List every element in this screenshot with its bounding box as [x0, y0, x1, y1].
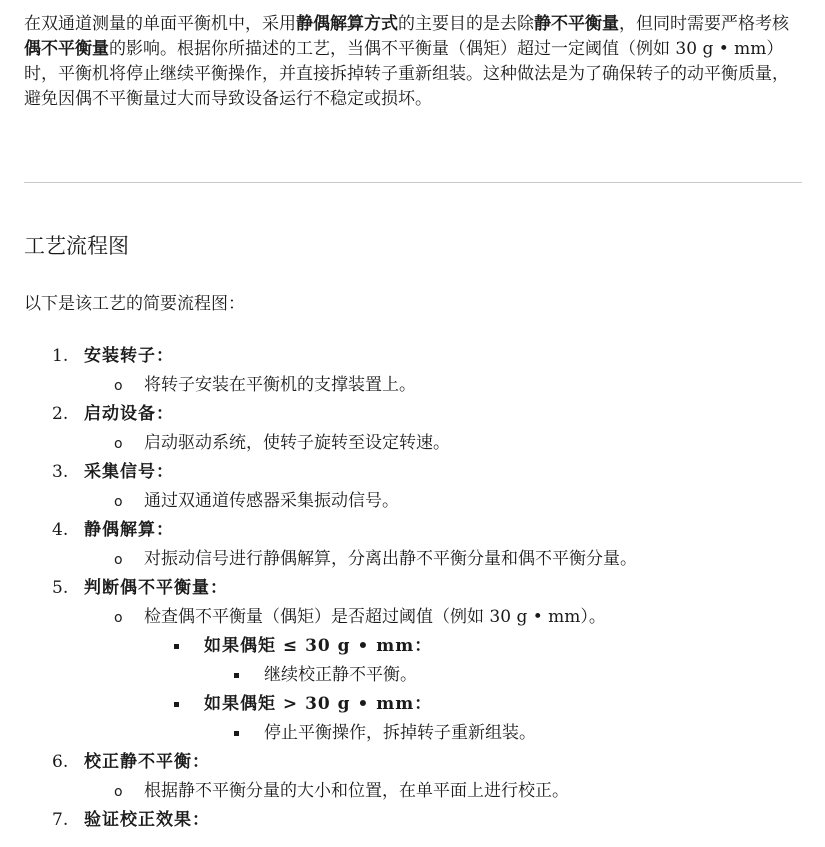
- step-number: 2.: [52, 404, 69, 424]
- square-bullet-icon: [234, 673, 239, 678]
- step-number: 5.: [52, 578, 69, 598]
- step-detail: 检查偶不平衡量（偶矩）是否超过阈值（例如 30 g • mm）。: [144, 607, 606, 627]
- process-steps-list: [24, 342, 802, 835]
- intro-text-2: 的主要目的是去除: [398, 14, 534, 34]
- square-bullet-icon: [234, 731, 239, 736]
- circle-bullet-icon: o: [114, 436, 123, 452]
- step-item: [24, 342, 802, 400]
- step-item: [24, 806, 802, 835]
- step-title: 静偶解算：: [84, 520, 174, 540]
- action-continue: 继续校正静不平衡。: [264, 665, 417, 685]
- step-item: [24, 574, 802, 748]
- intro-text-4: 的影响。根据你所描述的工艺，当偶不平衡量（偶矩）超过一定阈值（例如 30 g • mm）时，平衡机将停止继续平衡操作，并直接拆掉转子重新组装。这种做法是为了确保转子的动平衡质量，避免因偶不平衡量过大而导致设备运行不稳定或损坏。: [24, 39, 789, 109]
- step-title: 判断偶不平衡量：: [84, 578, 228, 598]
- step-detail: 通过双通道传感器采集振动信号。: [144, 491, 399, 511]
- intro-bold-2: 静不平衡量: [534, 14, 619, 34]
- step-title: 采集信号：: [84, 462, 174, 482]
- condition-gt-threshold: 如果偶矩 > 30 g • mm：: [204, 694, 433, 714]
- step-number: 4.: [52, 520, 69, 540]
- action-stop: 停止平衡操作，拆掉转子重新组装。: [264, 723, 536, 743]
- circle-bullet-icon: o: [114, 784, 123, 800]
- step-title: 启动设备：: [84, 404, 174, 424]
- intro-bold-1: 静偶解算方式: [296, 14, 398, 34]
- circle-bullet-icon: o: [114, 378, 123, 394]
- document-page: [24, 12, 802, 830]
- intro-bold-3: 偶不平衡量: [24, 39, 109, 59]
- step-item: [24, 400, 802, 458]
- step-number: 6.: [52, 752, 69, 772]
- step-item: [24, 516, 802, 574]
- step-number: 3.: [52, 462, 69, 482]
- section-lead: 以下是该工艺的简要流程图：: [24, 294, 245, 314]
- intro-paragraph: [24, 12, 802, 112]
- circle-bullet-icon: o: [114, 552, 123, 568]
- step-detail: 启动驱动系统，使转子旋转至设定转速。: [144, 433, 450, 453]
- section-heading: 工艺流程图: [24, 234, 129, 258]
- section-divider: [24, 182, 802, 183]
- step-number: 7.: [52, 810, 69, 830]
- square-bullet-icon: [174, 702, 179, 707]
- step-item: [24, 458, 802, 516]
- step-item: [24, 748, 802, 806]
- step-detail: 对振动信号进行静偶解算，分离出静不平衡分量和偶不平衡分量。: [144, 549, 637, 569]
- circle-bullet-icon: o: [114, 610, 123, 626]
- condition-le-threshold: 如果偶矩 ≤ 30 g • mm：: [204, 636, 433, 656]
- intro-text-1: 在双通道测量的单面平衡机中，采用: [24, 14, 296, 34]
- step-title: 校正静不平衡：: [84, 752, 210, 772]
- step-number: 1.: [52, 346, 69, 366]
- intro-text-3: ，但同时需要严格考核: [619, 14, 789, 34]
- step-title: 验证校正效果：: [84, 810, 210, 830]
- step-detail: 根据静不平衡分量的大小和位置，在单平面上进行校正。: [144, 781, 569, 801]
- step-title: 安装转子：: [84, 346, 174, 366]
- circle-bullet-icon: o: [114, 494, 123, 510]
- square-bullet-icon: [174, 644, 179, 649]
- step-detail: 将转子安装在平衡机的支撑装置上。: [144, 375, 416, 395]
